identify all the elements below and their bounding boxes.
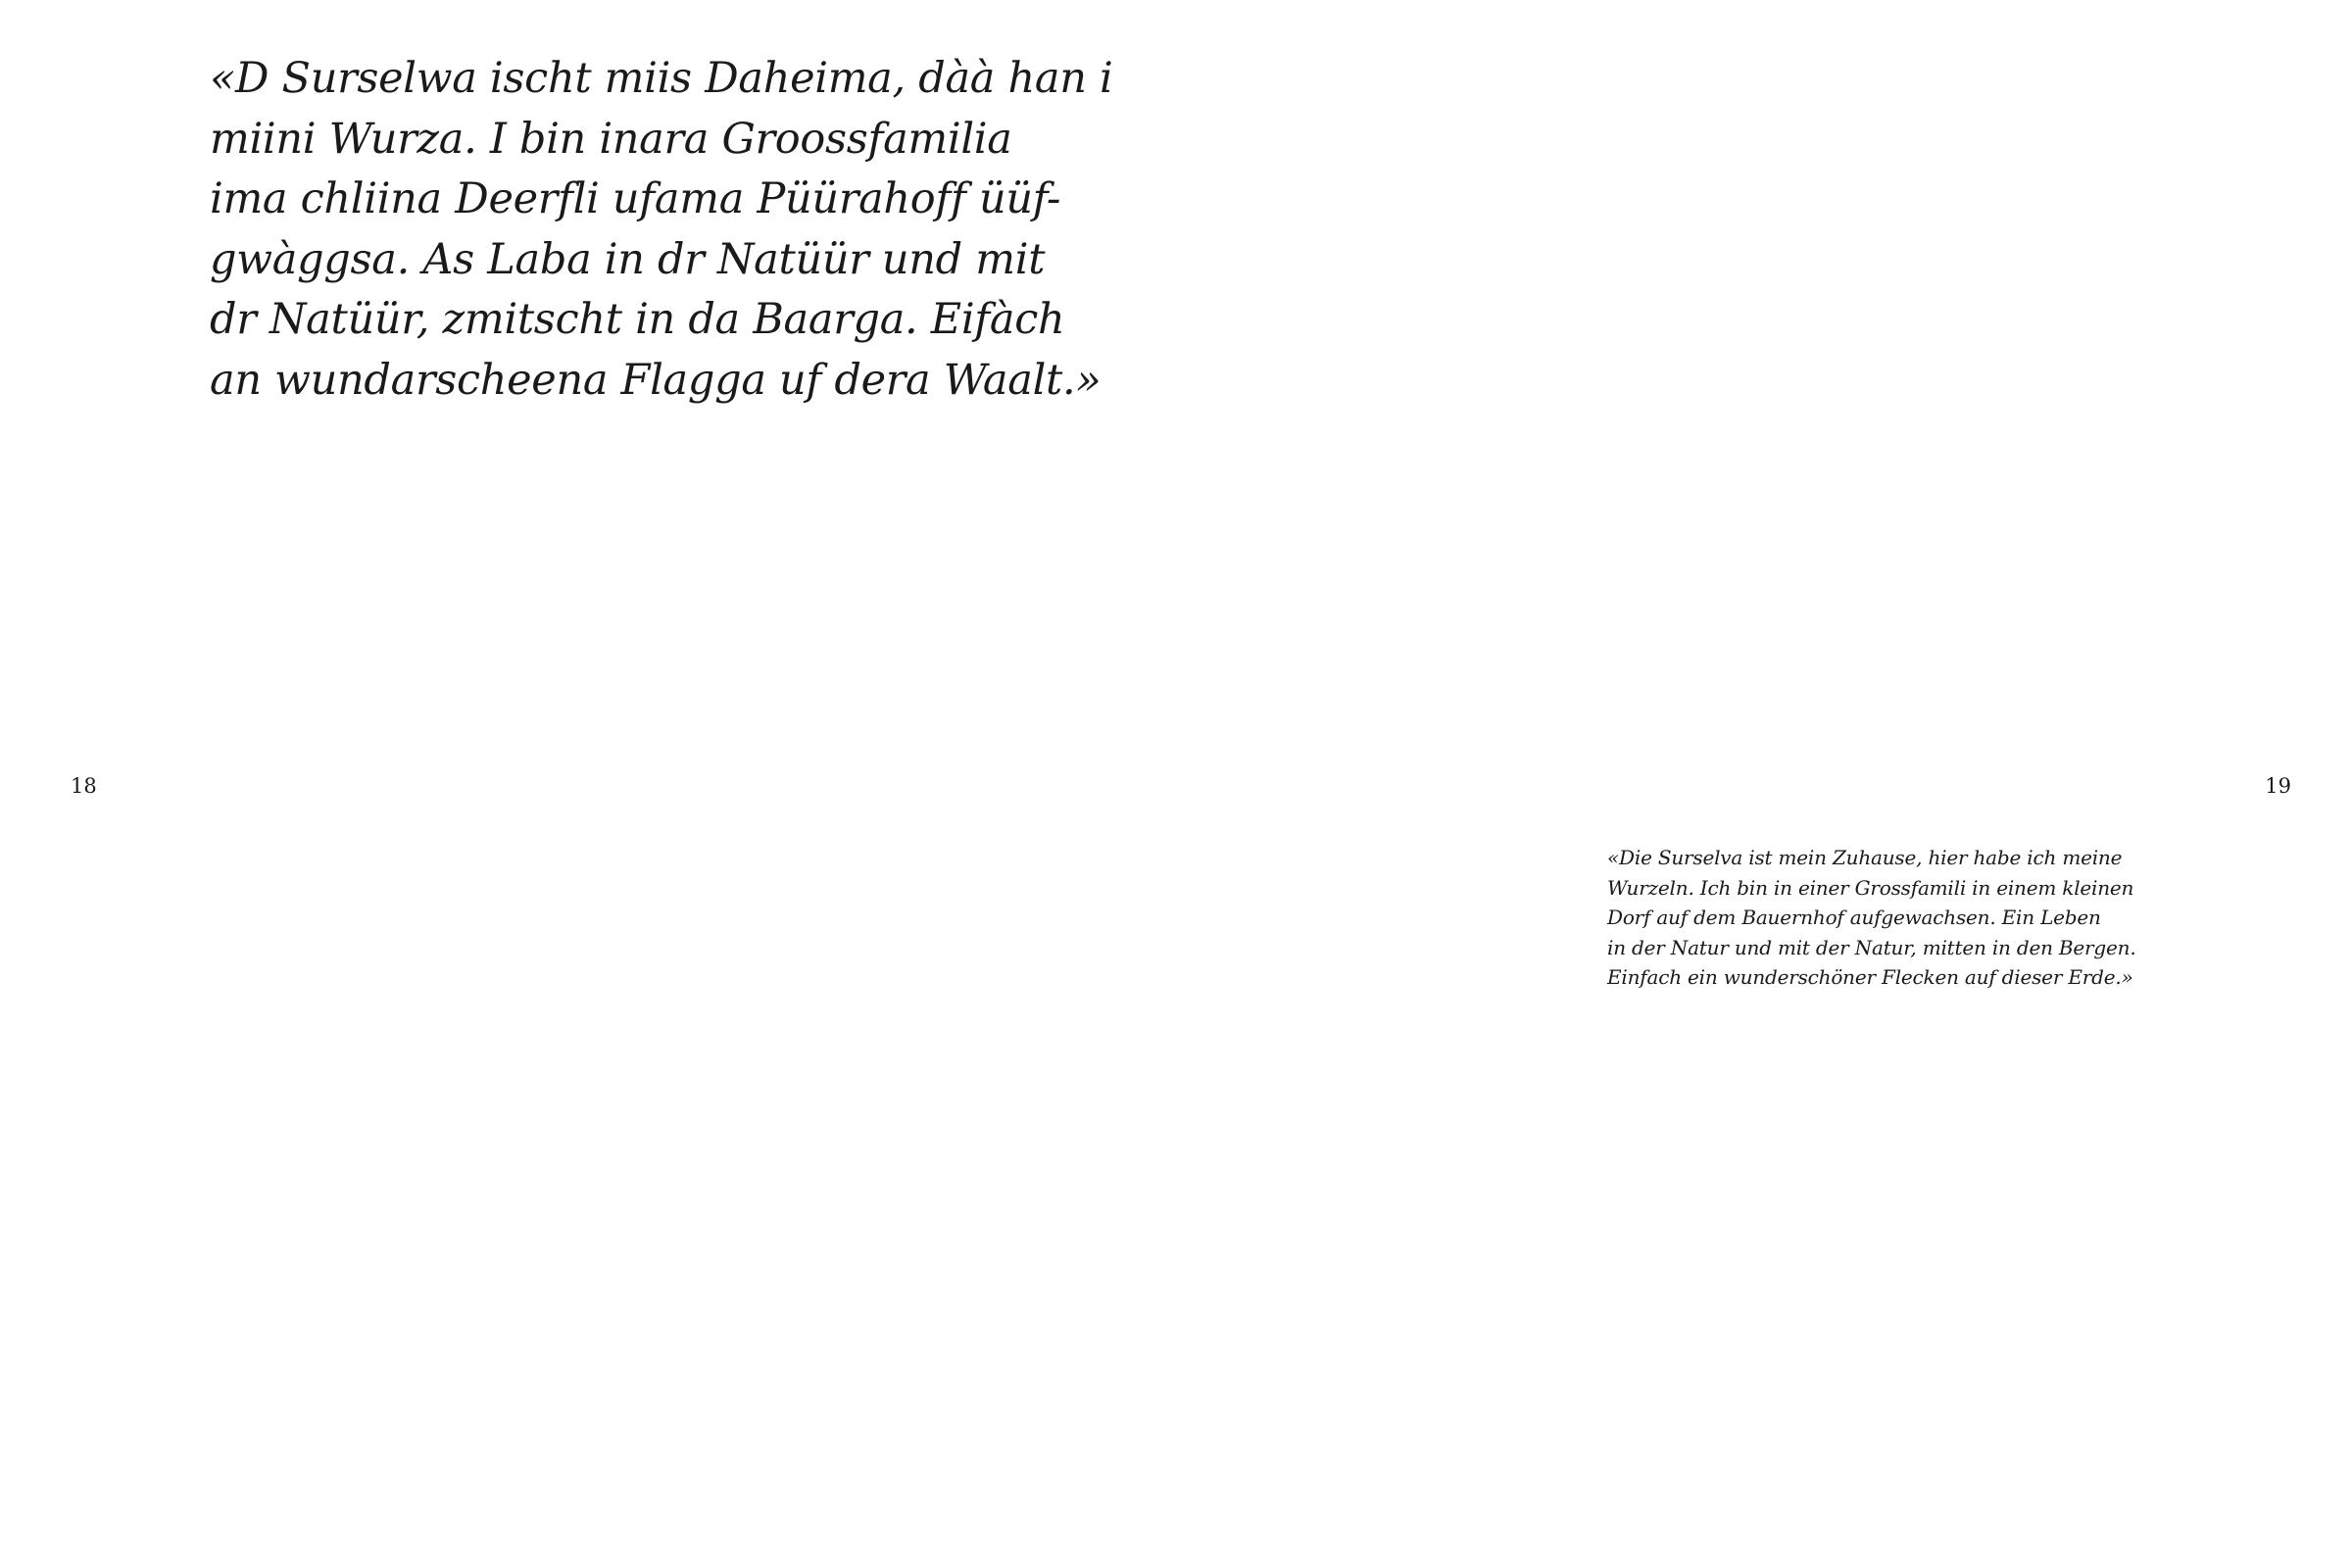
- right-page: [1176, 0, 2352, 1568]
- german-quote-line: in der Natur und mit der Natur, mitten in den Bergen.: [1607, 935, 2136, 959]
- dialect-quote-line: an wundarscheena Flagga uf dera Waalt.»: [210, 355, 1102, 405]
- german-quote-line: Wurzeln. Ich bin in einer Grossfamili in einem kleinen: [1607, 875, 2134, 900]
- page-number-left: 18: [71, 774, 97, 798]
- german-translation-quote: [1607, 843, 2293, 993]
- dialect-quote-line: «D Surselwa ischt miis Daheima, dàà han i: [210, 54, 1113, 103]
- page-number-right: 19: [2265, 774, 2291, 798]
- german-quote-line: Dorf auf dem Bauernhof aufgewachsen. Ein Leben: [1607, 906, 2101, 929]
- dialect-quote-line: ima chliina Deerfli ufama Püürahoff üüf-: [210, 174, 1061, 223]
- german-quote-line: «Die Surselva ist mein Zuhause, hier habe ich meine: [1607, 846, 2123, 869]
- dialect-quote-line: miini Wurza. I bin inara Groossfamilia: [210, 114, 1012, 164]
- dialect-quote-line: dr Natüür, zmitscht in da Baarga. Eifàch: [210, 295, 1065, 344]
- dialect-quote: [210, 49, 1113, 411]
- german-quote-line: Einfach ein wunderschöner Flecken auf dieser Erde.»: [1607, 965, 2133, 989]
- dialect-quote-line: gwàggsa. As Laba in dr Natüür und mit: [210, 234, 1046, 284]
